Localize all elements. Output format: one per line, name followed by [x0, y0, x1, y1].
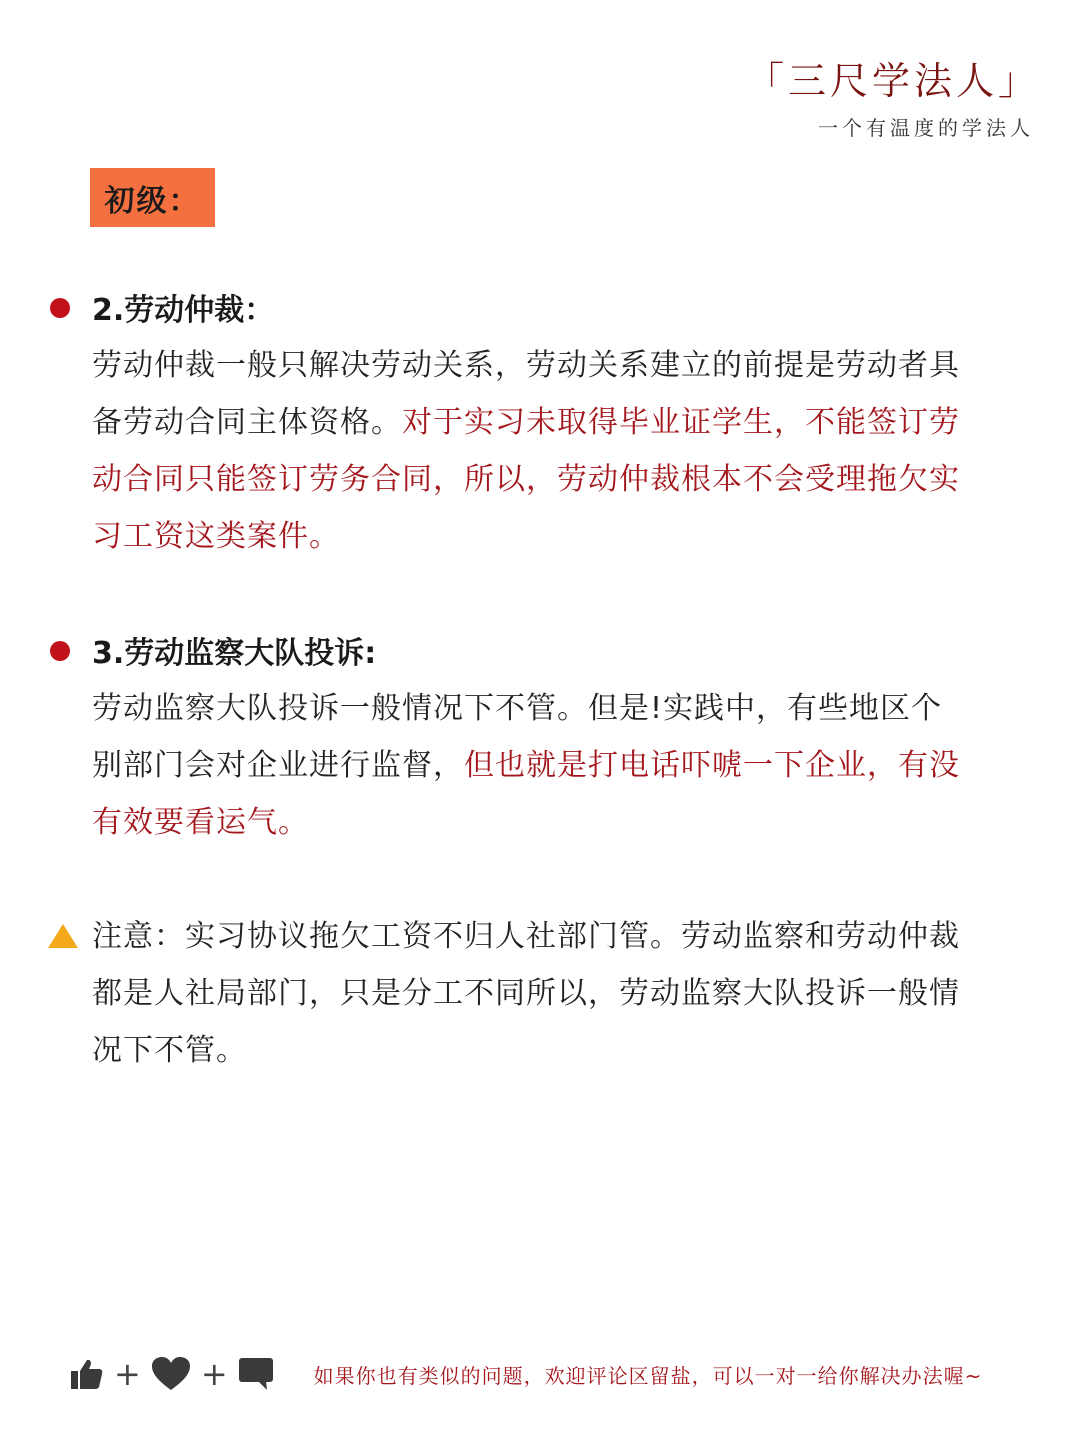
bullet-dot-icon: [50, 641, 70, 661]
thumbs-up-icon[interactable]: [70, 1357, 104, 1391]
section-body-highlight: 对于实习未取得毕业证学生，不能签订劳动合同只能签订劳务合同，所以，劳动仲裁根本不会受理拖欠实习工资这类案件。: [92, 405, 960, 554]
footer-bar: [70, 1352, 1030, 1396]
footer-message: 如果你也有类似的问题，欢迎评论区留盐，可以一对一给你解决办法喔~: [313, 1363, 983, 1388]
heart-icon[interactable]: [151, 1356, 191, 1392]
bullet-dot-icon: [50, 298, 70, 318]
section-body: [92, 337, 968, 565]
section-body: [92, 680, 968, 851]
section-body-plain: 劳动仲裁一般只解决劳动关系，劳动关系建立的前提是劳动者具备劳动合同主体资格。: [92, 348, 960, 440]
warning-triangle-icon: [48, 924, 78, 948]
plus-sign: +: [114, 1355, 141, 1393]
brand-subtitle: 一个有温度的学法人: [818, 116, 1034, 140]
brand-title: 「三尺学法人」: [745, 59, 1040, 103]
section-heading: 2.劳动仲裁：: [92, 293, 275, 328]
notice-block: [48, 908, 968, 1088]
section-heading: 3.劳动监察大队投诉:: [92, 636, 377, 671]
section-body-plain: 劳动监察大队投诉一般情况下不管。但是!实践中，有些地区个别部门会对企业进行监督，: [92, 691, 943, 783]
level-badge: 初级：: [90, 168, 215, 227]
notice-text: 注意：实习协议拖欠工资不归人社部门管。劳动监察和劳动仲裁都是人社局部门，只是分工不同所以，劳动监察大队投诉一般情况下不管。: [92, 919, 960, 1068]
section-body-highlight: 但也就是打电话吓唬一下企业，有没有效要看运气。: [92, 748, 960, 840]
section-labor-inspection: [48, 628, 968, 858]
comment-icon[interactable]: [238, 1356, 274, 1392]
section-labor-arbitration: [48, 285, 968, 575]
plus-sign: +: [200, 1355, 228, 1393]
